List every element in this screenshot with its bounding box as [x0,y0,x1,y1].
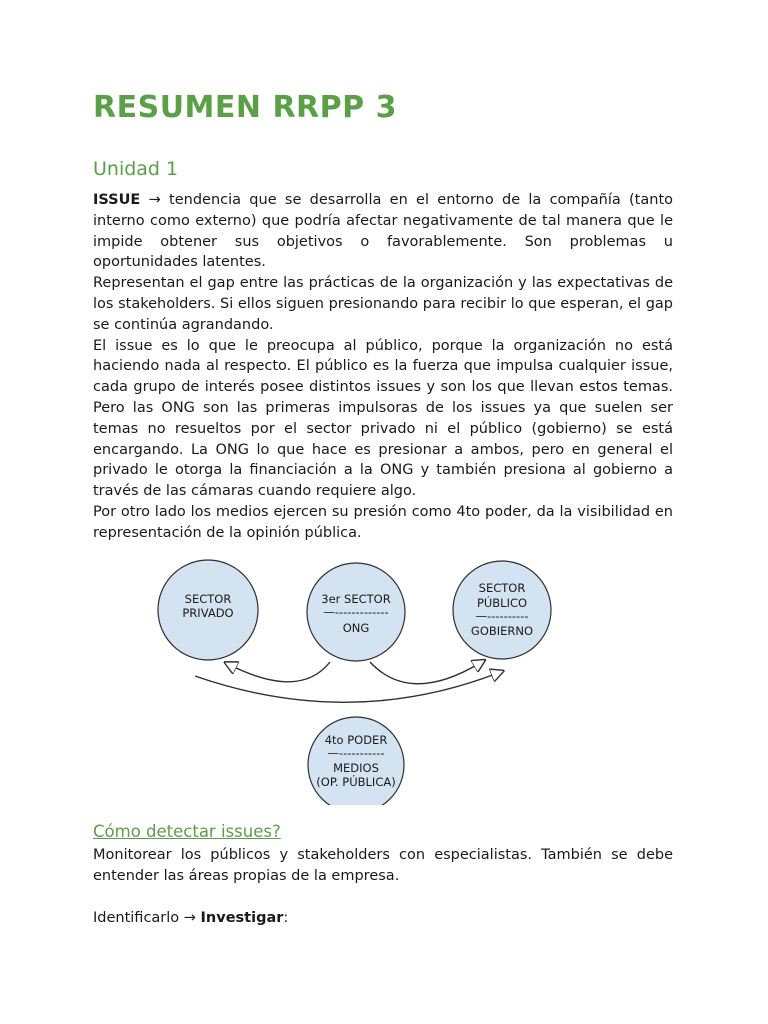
node-sector-privado [158,560,258,660]
node-cuarto-poder [308,717,404,805]
node-tercer-sector [307,563,405,661]
node-label: MEDIOS [333,761,379,775]
paragraph-gap: Representan el gap entre las prácticas de la organización y las expectativas de los stakeholders. Si ellos siguen presionando para recibir lo que esperan, el gap se continúa agrandando. [93,275,673,333]
section-heading-detectar: Cómo detectar issues? [93,822,281,841]
node-label: GOBIERNO [470,624,534,638]
node-label: SECTOR [478,581,526,595]
paragraph-monitorear: Monitorear los públicos y stakeholders con especialistas. También se debe entender las áreas propias de la empresa. [93,847,673,884]
paragraph-publico: El issue es lo que le preocupa al público, porque la organización no está haciendo nada al respecto. El público es la fuerza que impulsa cualquier issue, cada grupo de interés posee distintos issues y son los que llevan estos temas. Pero las ONG son las primeras impulsoras de los issues ya que suelen ser temas no resueltos por el sector privado ni el público (gobierno) se está encargando. La ONG lo que hace es presionar a ambos, pero en general el privado le otorga la financiación a la ONG y también presiona al gobierno a través de las cámaras cuando requiere algo. [93,337,673,500]
node-sector-publico [453,561,551,659]
node-separator: —------------- [323,605,389,619]
arrow-ong-to-privado [230,662,330,682]
issue-term: ISSUE [93,192,141,208]
issue-definition-text: tendencia que se desarrolla en el entorno de la compañía (tanto interno como externo) que podría afectar negativamente de tal manera que le impide obtener sus objetivos o favorablemente. Son problemas u oportunidades latentes. [93,192,673,271]
identify-suffix: : [283,910,289,926]
document-title: RESUMEN RRPP 3 [93,90,397,125]
issue-arrow: → [148,192,161,208]
node-label: PRIVADO [182,606,234,620]
main-text [93,190,673,544]
node-label: PÚBLICO [476,596,528,610]
node-separator: —----------- [327,746,385,760]
paragraph-medios: Por otro lado los medios ejercen su presión como 4to poder, da la visibilidad en representación de la opinión pública. [93,503,673,541]
node-label: ONG [342,621,370,635]
unit-heading: Unidad 1 [93,158,179,180]
node-separator: —---------- [475,609,529,623]
node-label: SECTOR [184,592,232,606]
paragraph-identificar [93,908,673,929]
node-label: (OP. PÚBLICA) [316,775,396,789]
node-label: 4to PODER [324,733,388,747]
issue-definition [93,190,673,273]
identify-bold: Investigar [200,910,284,926]
arrow-ong-to-publico [370,662,480,684]
stakeholders-diagram [0,555,768,805]
identify-prefix: Identificarlo → [93,910,201,926]
node-label: 3er SECTOR [321,592,391,606]
